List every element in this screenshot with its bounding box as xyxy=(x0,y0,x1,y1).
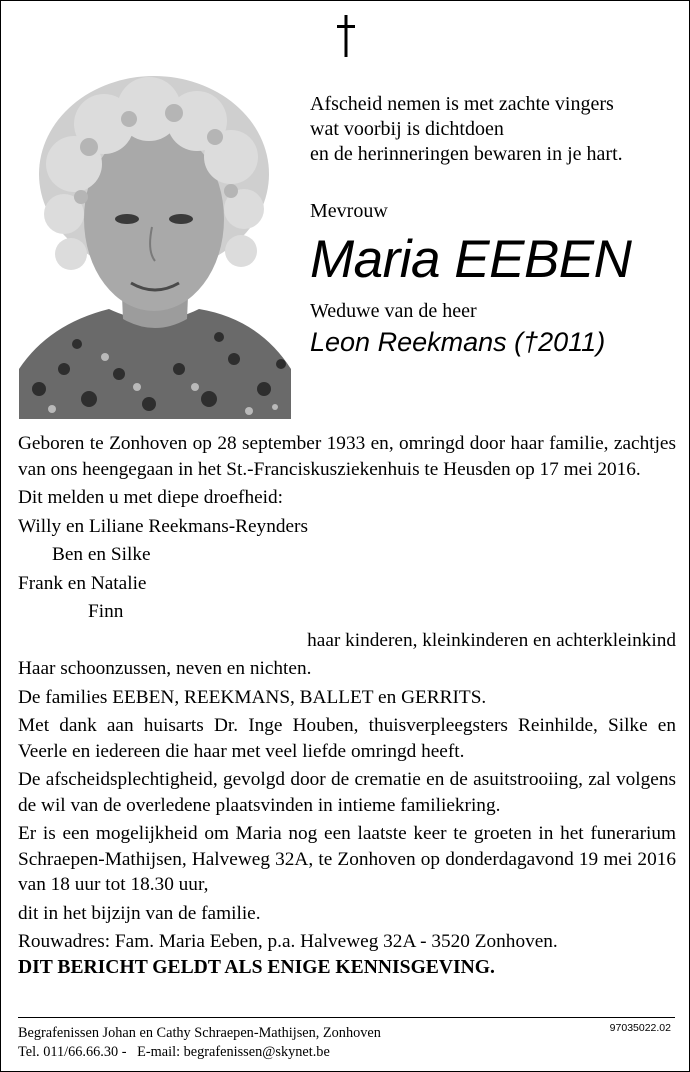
reference-number: 97035022.02 xyxy=(609,1022,671,1034)
deceased-name: Maria EEBEN xyxy=(310,230,632,289)
family-member: Frank en Natalie xyxy=(18,572,147,594)
footer-divider xyxy=(18,1017,675,1018)
poem-line: en de herinneringen bewaren in je hart. xyxy=(310,143,623,165)
birth-paragraph: Geboren te Zonhoven op 28 september 1933 en, omringd door haar familie, zachtjes van ons heengegaan in het St.-Franciskusziekenhuis te Heusden op 17 mei 2016. xyxy=(18,433,676,480)
title-prefix: Mevrouw xyxy=(310,200,388,222)
family-member: Finn xyxy=(88,601,124,622)
family-member: Willy en Liliane Reekmans-Reynders xyxy=(18,515,308,537)
spouse-name: Leon Reekmans (†2011) xyxy=(310,327,606,357)
funeral-home: Begrafenissen Johan en Cathy Schraepen-Mathijsen, Zonhoven xyxy=(18,1025,381,1041)
poem xyxy=(310,92,623,167)
kinship-line: haar kinderen, kleinkinderen en achterkleinkind xyxy=(307,629,676,651)
announcement: Dit melden u met diepe droefheid: xyxy=(18,487,284,508)
portrait-photo xyxy=(19,69,291,419)
mourning-address: Rouwadres: Fam. Maria Eeben, p.a. Halveweg 32A - 3520 Zonhoven. xyxy=(18,931,558,952)
ceremony-paragraph: De afscheidsplechtigheid, gevolgd door de crematie en de asuitstrooiing, zal volgens de wil van de overledene plaatsvinden in intieme familiekring. xyxy=(18,769,676,816)
notice-line: DIT BERICHT GELDT ALS ENIGE KENNISGEVING. xyxy=(18,956,495,978)
obituary-body xyxy=(18,431,676,980)
visit-end: dit in het bijzijn van de familie. xyxy=(18,902,261,924)
in-laws-line: Haar schoonzussen, neven en nichten. xyxy=(18,658,312,679)
family-member: Ben en Silke xyxy=(52,544,151,565)
poem-line: Afscheid nemen is met zachte vingers xyxy=(310,93,614,115)
contact-line: Tel. 011/66.66.30 - E-mail: begrafenissen@skynet.be xyxy=(18,1044,330,1060)
cross-icon xyxy=(335,15,357,57)
footer xyxy=(18,1024,381,1062)
poem-line: wat voorbij is dichtdoen xyxy=(310,118,504,140)
visit-paragraph: Er is een mogelijkheid om Maria nog een laatste keer te groeten in het funerarium Schraepen-Mathijsen, Halveweg 32A, te Zonhoven op donderdagavond 19 mei 2016 van 18 uur tot 18.30 uur, xyxy=(18,823,676,895)
thanks-paragraph: Met dank aan huisarts Dr. Inge Houben, thuisverpleegsters Reinhilde, Silke en Veerle en iedereen die haar met veel liefde omringd heeft. xyxy=(18,715,676,762)
widow-line: Weduwe van de heer xyxy=(310,300,477,322)
families-line: De families EEBEN, REEKMANS, BALLET en GERRITS. xyxy=(18,686,487,708)
